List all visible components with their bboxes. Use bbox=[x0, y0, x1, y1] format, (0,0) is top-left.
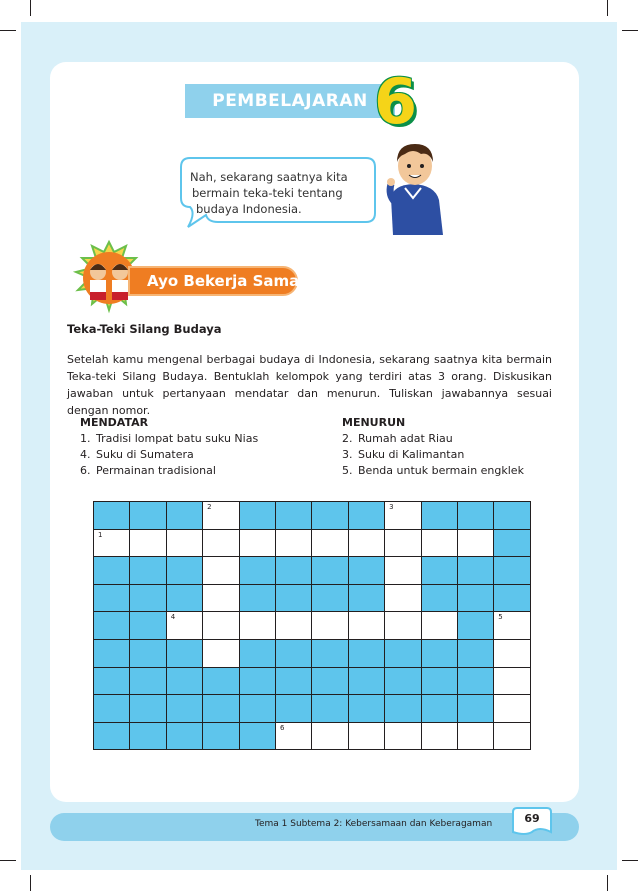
lesson-number: 6 bbox=[374, 65, 418, 138]
crossword-answer-cell[interactable] bbox=[167, 612, 203, 640]
crossword-answer-cell[interactable] bbox=[422, 723, 458, 751]
crossword-blocked-cell bbox=[422, 668, 458, 696]
crossword-blocked-cell bbox=[130, 723, 166, 751]
clue-text: Benda untuk bermain engklek bbox=[358, 464, 524, 477]
crop-mark bbox=[607, 875, 608, 891]
crossword-blocked-cell bbox=[94, 502, 130, 530]
crossword-answer-cell[interactable] bbox=[494, 723, 530, 751]
crop-mark bbox=[30, 0, 31, 16]
crossword-blocked-cell bbox=[203, 723, 239, 751]
crop-mark bbox=[30, 875, 31, 891]
crossword-answer-cell[interactable] bbox=[422, 612, 458, 640]
crossword-answer-cell[interactable] bbox=[167, 530, 203, 558]
clue-number: 2. bbox=[342, 432, 353, 445]
crossword-blocked-cell bbox=[312, 695, 348, 723]
crossword-answer-cell[interactable] bbox=[494, 640, 530, 668]
crossword-blocked-cell bbox=[167, 557, 203, 585]
clue-item bbox=[342, 463, 524, 479]
crop-mark bbox=[622, 30, 638, 31]
clue-text: Permainan tradisional bbox=[96, 464, 216, 477]
speech-line: Nah, sekarang saatnya kita bbox=[190, 170, 348, 184]
crossword-blocked-cell bbox=[167, 668, 203, 696]
crossword-answer-cell[interactable] bbox=[349, 723, 385, 751]
crossword-answer-cell[interactable] bbox=[494, 695, 530, 723]
clue-item bbox=[342, 431, 524, 447]
section-title: Ayo Bekerja Sama bbox=[147, 272, 300, 290]
clues-menurun bbox=[342, 415, 524, 479]
crossword-blocked-cell bbox=[349, 695, 385, 723]
speech-line: bermain teka-teki tentang bbox=[192, 186, 343, 200]
menurun-heading: MENURUN bbox=[342, 416, 406, 429]
crossword-answer-cell[interactable] bbox=[312, 612, 348, 640]
crossword-clue-number: 1 bbox=[98, 530, 103, 539]
crossword-answer-cell[interactable] bbox=[312, 723, 348, 751]
crossword-blocked-cell bbox=[240, 585, 276, 613]
crossword-answer-cell[interactable] bbox=[494, 612, 530, 640]
crossword-answer-cell[interactable] bbox=[458, 530, 494, 558]
crossword-answer-cell[interactable] bbox=[422, 530, 458, 558]
clue-number: 5. bbox=[342, 464, 353, 477]
crossword-blocked-cell bbox=[130, 557, 166, 585]
crossword-answer-cell[interactable] bbox=[385, 557, 421, 585]
crossword-blocked-cell bbox=[94, 723, 130, 751]
crop-mark bbox=[607, 0, 608, 16]
crossword-blocked-cell bbox=[276, 668, 312, 696]
crossword-answer-cell[interactable] bbox=[203, 640, 239, 668]
page-number: 69 bbox=[524, 812, 540, 825]
crossword-answer-cell[interactable] bbox=[385, 585, 421, 613]
crossword-blocked-cell bbox=[458, 640, 494, 668]
crossword-blocked-cell bbox=[312, 640, 348, 668]
crossword-answer-cell[interactable] bbox=[203, 612, 239, 640]
speech-line: budaya Indonesia. bbox=[196, 202, 302, 216]
crossword-blocked-cell bbox=[94, 557, 130, 585]
clue-number: 6. bbox=[80, 464, 91, 477]
crossword-blocked-cell bbox=[276, 557, 312, 585]
crossword-blocked-cell bbox=[385, 640, 421, 668]
crossword-answer-cell[interactable] bbox=[94, 530, 130, 558]
crossword-blocked-cell bbox=[276, 695, 312, 723]
crossword-blocked-cell bbox=[130, 695, 166, 723]
crossword-blocked-cell bbox=[240, 695, 276, 723]
mendatar-heading: MENDATAR bbox=[80, 416, 149, 429]
speech-text bbox=[190, 169, 360, 217]
crossword-blocked-cell bbox=[494, 557, 530, 585]
crossword-blocked-cell bbox=[458, 585, 494, 613]
crossword-blocked-cell bbox=[494, 530, 530, 558]
crossword-blocked-cell bbox=[494, 585, 530, 613]
crossword-blocked-cell bbox=[240, 502, 276, 530]
clue-item bbox=[80, 463, 258, 479]
crossword-answer-cell[interactable] bbox=[385, 723, 421, 751]
crossword-answer-cell[interactable] bbox=[385, 612, 421, 640]
crossword-blocked-cell bbox=[94, 585, 130, 613]
crossword-clue-number: 3 bbox=[389, 503, 394, 511]
crop-mark bbox=[622, 860, 638, 861]
crossword-blocked-cell bbox=[385, 695, 421, 723]
crossword-blocked-cell bbox=[422, 640, 458, 668]
crossword-blocked-cell bbox=[240, 640, 276, 668]
crossword-answer-cell[interactable] bbox=[276, 723, 312, 751]
crossword-blocked-cell bbox=[240, 557, 276, 585]
crossword-answer-cell[interactable] bbox=[385, 530, 421, 558]
clue-text: Rumah adat Riau bbox=[358, 432, 453, 445]
crossword-answer-cell[interactable] bbox=[240, 530, 276, 558]
crossword-answer-cell[interactable] bbox=[349, 612, 385, 640]
crossword-blocked-cell bbox=[349, 585, 385, 613]
crossword-answer-cell[interactable] bbox=[276, 612, 312, 640]
crossword-blocked-cell bbox=[130, 612, 166, 640]
crossword-blocked-cell bbox=[130, 585, 166, 613]
crossword-blocked-cell bbox=[94, 640, 130, 668]
crossword-blocked-cell bbox=[349, 557, 385, 585]
crossword-blocked-cell bbox=[422, 502, 458, 530]
clue-text: Suku di Sumatera bbox=[96, 448, 194, 461]
footer-theme: Tema 1 Subtema 2: Kebersamaan dan Keberagaman bbox=[255, 819, 493, 829]
crossword-answer-cell[interactable] bbox=[458, 723, 494, 751]
clue-number: 3. bbox=[342, 448, 353, 461]
crossword-blocked-cell bbox=[167, 723, 203, 751]
crossword-clue-number: 2 bbox=[207, 503, 212, 511]
crop-mark bbox=[0, 860, 16, 861]
clues-mendatar bbox=[80, 415, 258, 479]
crossword-blocked-cell bbox=[494, 502, 530, 530]
crossword-blocked-cell bbox=[94, 612, 130, 640]
crossword-blocked-cell bbox=[130, 640, 166, 668]
crossword-answer-cell[interactable] bbox=[130, 530, 166, 558]
crossword-answer-cell[interactable] bbox=[240, 612, 276, 640]
clue-item bbox=[80, 447, 258, 463]
crossword-answer-cell[interactable] bbox=[349, 530, 385, 558]
crossword-blocked-cell bbox=[312, 585, 348, 613]
crossword-clue-number: 5 bbox=[498, 613, 503, 622]
crossword-blocked-cell bbox=[94, 695, 130, 723]
crossword-blocked-cell bbox=[312, 668, 348, 696]
crossword-blocked-cell bbox=[167, 640, 203, 668]
crossword-blocked-cell bbox=[167, 502, 203, 530]
clue-number: 4. bbox=[80, 448, 91, 461]
crossword-blocked-cell bbox=[458, 557, 494, 585]
crossword-blocked-cell bbox=[422, 695, 458, 723]
clue-item bbox=[80, 431, 258, 447]
crossword-blocked-cell bbox=[349, 640, 385, 668]
crossword-blocked-cell bbox=[349, 502, 385, 530]
instruction-paragraph: Setelah kamu mengenal berbagai budaya di Indonesia, sekarang saatnya kita bermain Teka-teki Silang Budaya. Bentuklah kelompok yang terdiri atas 3 orang. Diskusikan jawaban untuk pertanyaan mendatar dan menurun. Tuliskan jawabannya sesuai dengan nomor. bbox=[67, 353, 552, 417]
crossword-blocked-cell bbox=[349, 668, 385, 696]
crossword-answer-cell[interactable] bbox=[312, 530, 348, 558]
crossword-blocked-cell bbox=[458, 502, 494, 530]
crossword-blocked-cell bbox=[312, 557, 348, 585]
crossword-blocked-cell bbox=[458, 668, 494, 696]
crossword-blocked-cell bbox=[422, 585, 458, 613]
activity-heading: Teka-Teki Silang Budaya bbox=[67, 322, 222, 336]
crossword-blocked-cell bbox=[458, 612, 494, 640]
clue-item bbox=[342, 447, 524, 463]
crossword-blocked-cell bbox=[167, 585, 203, 613]
crossword-grid bbox=[93, 501, 531, 750]
crossword-blocked-cell bbox=[312, 502, 348, 530]
crossword-clue-number: 6 bbox=[279, 723, 285, 732]
crossword-blocked-cell bbox=[94, 668, 130, 696]
boy-illustration bbox=[383, 140, 445, 235]
crossword-blocked-cell bbox=[167, 695, 203, 723]
crossword-answer-cell[interactable] bbox=[203, 530, 239, 558]
clue-text: Tradisi lompat batu suku Nias bbox=[96, 432, 259, 445]
crossword-answer-cell[interactable] bbox=[203, 585, 239, 613]
crossword-answer-cell[interactable] bbox=[385, 502, 421, 530]
crossword-answer-cell[interactable] bbox=[276, 530, 312, 558]
crossword-blocked-cell bbox=[276, 640, 312, 668]
clue-number: 1. bbox=[80, 432, 91, 445]
crossword-blocked-cell bbox=[130, 668, 166, 696]
clue-text: Suku di Kalimantan bbox=[358, 448, 465, 461]
crossword-blocked-cell bbox=[458, 695, 494, 723]
crossword-answer-cell[interactable] bbox=[203, 502, 239, 530]
crossword-blocked-cell bbox=[276, 585, 312, 613]
crossword-blocked-cell bbox=[422, 557, 458, 585]
crossword-answer-cell[interactable] bbox=[494, 668, 530, 696]
crossword-blocked-cell bbox=[385, 668, 421, 696]
lesson-title: PEMBELAJARAN bbox=[212, 91, 368, 111]
crossword-blocked-cell bbox=[203, 695, 239, 723]
crossword-blocked-cell bbox=[203, 668, 239, 696]
crossword-blocked-cell bbox=[130, 502, 166, 530]
crop-mark bbox=[0, 30, 16, 31]
crossword-blocked-cell bbox=[240, 668, 276, 696]
crossword-clue-number: 4 bbox=[170, 613, 176, 622]
crossword-blocked-cell bbox=[240, 723, 276, 751]
crossword-answer-cell[interactable] bbox=[203, 557, 239, 585]
crossword-blocked-cell bbox=[276, 502, 312, 530]
